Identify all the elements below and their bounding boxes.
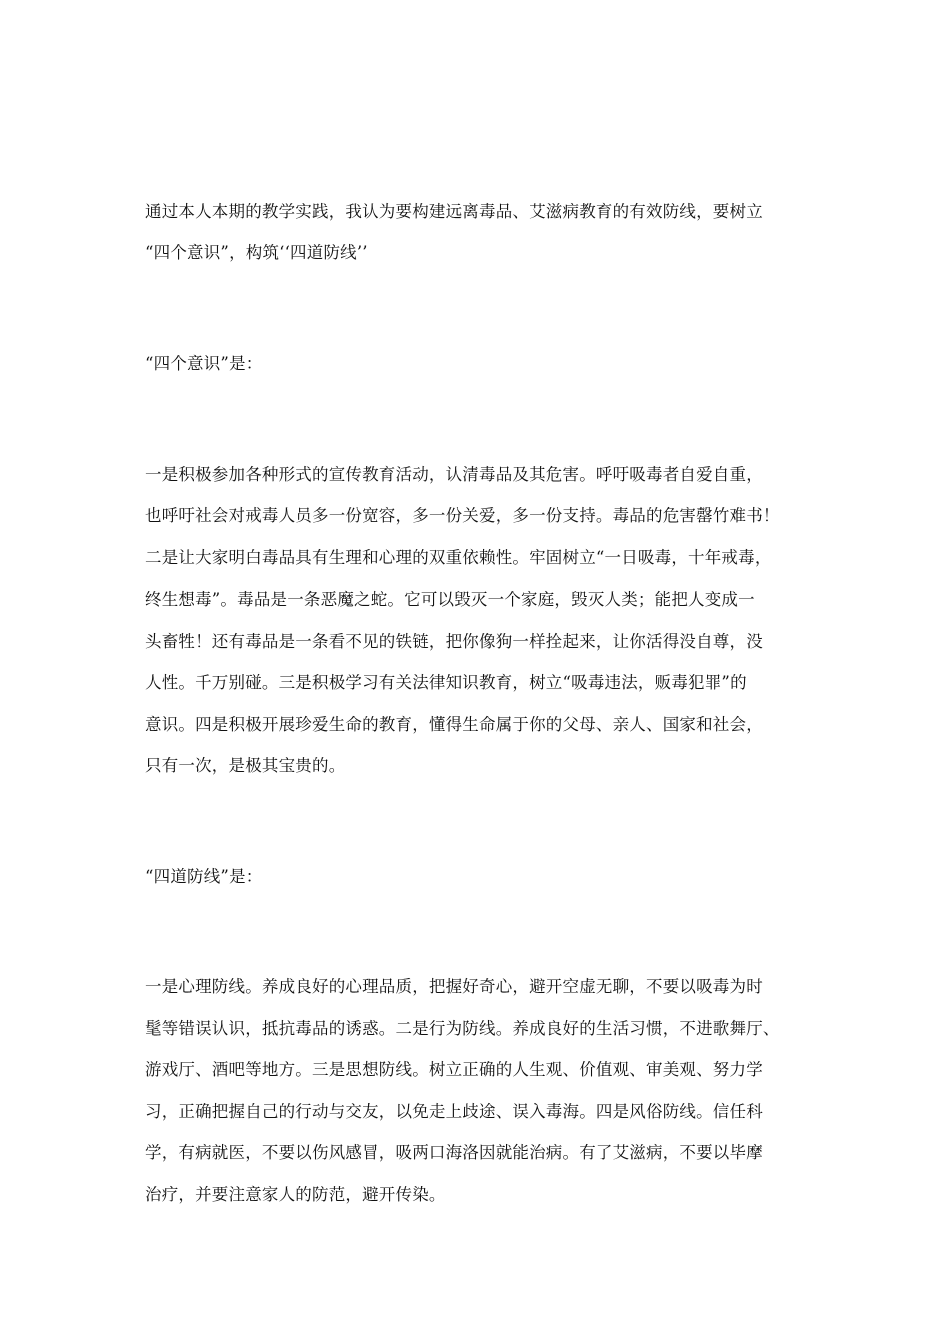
paragraph-line: 只有一次，是极其宝贵的。 — [145, 756, 346, 775]
paragraph-line: 一是积极参加各种形式的宣传教育活动，认清毒品及其危害。呼吁吸毒者自爱自重， — [145, 465, 763, 484]
paragraph-line: 治疗，并要注意家人的防范，避开传染。 — [145, 1185, 446, 1204]
paragraph-line: 髦等错误认识，抵抗毒品的诱惑。二是行为防线。养成良好的生活习惯，不进歌舞厅、 — [145, 1019, 780, 1038]
paragraph-line: 一是心理防线。养成良好的心理品质，把握好奇心，避开空虚无聊，不要以吸毒为时 — [145, 977, 763, 996]
paragraph-line: 头畜牲！还有毒品是一条看不见的铁链，把你像狗一样拴起来，让你活得没自尊，没 — [145, 632, 763, 651]
paragraph-line: 也呼吁社会对戒毒人员多一份宽容，多一份关爱，多一份支持。毒品的危害罄竹难书！ — [145, 506, 780, 525]
section-heading-four-awareness: “四个意识”是： — [145, 354, 263, 373]
intro-line-1: 通过本人本期的教学实践，我认为要构建远离毒品、艾滋病教育的有效防线，要树立 — [145, 202, 763, 221]
section-heading-four-defenses: “四道防线”是： — [145, 867, 263, 886]
paragraph-line: 人性。千万别碰。三是积极学习有关法律知识教育，树立“吸毒违法，贩毒犯罪”的 — [145, 673, 747, 692]
paragraph-line: 意识。四是积极开展珍爱生命的教育，懂得生命属于你的父母、亲人、国家和社会， — [145, 715, 763, 734]
paragraph-line: 学，有病就医，不要以伤风感冒，吸两口海洛因就能治病。有了艾滋病，不要以毕摩 — [145, 1143, 763, 1162]
intro-line-2: “四个意识”，构筑‘‘四道防线’’ — [145, 243, 368, 262]
paragraph-line: 二是让大家明白毒品具有生理和心理的双重依赖性。牢固树立“一日吸毒，十年戒毒， — [145, 548, 772, 567]
paragraph-line: 终生想毒”。毒品是一条恶魔之蛇。它可以毁灭一个家庭，毁灭人类；能把人变成一 — [145, 590, 755, 609]
paragraph-line: 游戏厅、酒吧等地方。三是思想防线。树立正确的人生观、价值观、审美观、努力学 — [145, 1060, 763, 1079]
paragraph-line: 习，正确把握自己的行动与交友，以免走上歧途、误入毒海。四是风俗防线。信任科 — [145, 1102, 763, 1121]
